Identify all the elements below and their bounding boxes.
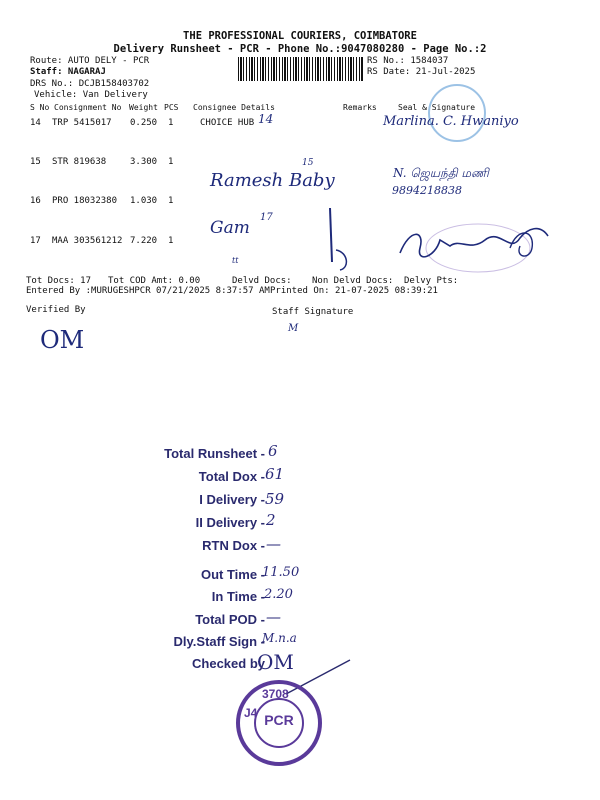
summary-checked-by-label: Checked by xyxy=(192,656,265,671)
tot-cod: Tot COD Amt: 0.00 xyxy=(108,276,201,286)
col-seal-signature: Seal & Signature xyxy=(398,103,476,112)
staff-signature-label: Staff Signature xyxy=(272,307,354,317)
row16-pcs: 1 xyxy=(168,196,174,206)
row15-consignee-name: Ramesh Baby xyxy=(210,170,335,191)
rs-date: RS Date: 21-Jul-2025 xyxy=(367,67,476,77)
summary-checked-by-value: OM xyxy=(257,650,294,674)
non-delvd-docs: Non Delvd Docs: xyxy=(312,276,394,286)
staff-initials: M xyxy=(288,323,299,334)
handwritten-mark xyxy=(310,200,360,275)
row14-pcs: 1 xyxy=(168,118,174,128)
summary-dly-staff-sign-label: Dly.Staff Sign - xyxy=(173,634,265,649)
col-consignment: Consignment No xyxy=(54,103,122,112)
row14-sno: 14 xyxy=(30,118,41,128)
verified-initials: OM xyxy=(40,326,85,354)
vehicle-label: Vehicle: Van Delivery xyxy=(34,90,148,100)
row15-signature: N. ஜெயந்தி மணி xyxy=(393,166,489,180)
row16-cons: PRO 18032380 xyxy=(52,196,118,206)
row17-pcs: 1 xyxy=(168,236,174,246)
verified-by-label: Verified By xyxy=(26,305,86,315)
col-weight: Weight xyxy=(129,103,158,112)
row14-consignee: CHOICE HUB xyxy=(200,118,255,128)
entered-by: Entered By :MURUGESHPCR 07/21/2025 8:37:57 AM xyxy=(26,286,270,296)
row17-weight: 7.220 xyxy=(130,236,158,246)
summary-ii-delivery-value: 2 xyxy=(266,511,276,529)
summary-total-pod-value: — xyxy=(266,608,281,626)
row17-cons: MAA 303561212 xyxy=(52,236,123,246)
printed-on: Printed On: 21-07-2025 08:39:21 xyxy=(270,286,438,296)
company-title: THE PROFESSIONAL COURIERS, COIMBATORE xyxy=(183,30,417,42)
row14-hand-number: 14 xyxy=(258,112,274,126)
delvd-docs: Delvd Docs: xyxy=(232,276,292,286)
row17-signature-scribble xyxy=(390,218,560,283)
delivery-seal-stamp xyxy=(428,84,486,142)
summary-out-time-label: Out Time - xyxy=(200,567,265,582)
summary-rtn-dox-label: RTN Dox - xyxy=(202,538,265,553)
pcr-stamp xyxy=(236,680,322,766)
rs-number: RS No.: 1584037 xyxy=(367,56,449,66)
summary-out-time-value: 11.50 xyxy=(262,565,300,580)
summary-total-dox-label: Total Dox - xyxy=(198,469,265,484)
summary-in-time-value: 2.20 xyxy=(264,587,293,602)
row17-sno: 17 xyxy=(30,236,41,246)
tot-docs: Tot Docs: 17 xyxy=(26,276,92,286)
row15-hand-number: 15 xyxy=(302,158,314,168)
runsheet-subtitle: Delivery Runsheet - PCR - Phone No.:9047080280 - Page No.:2 xyxy=(113,43,487,55)
delvy-pts: Delvy Pts: xyxy=(404,276,459,286)
summary-total-pod-label: Total POD - xyxy=(195,612,265,627)
summary-i-delivery-value: 59 xyxy=(265,490,285,508)
row14-signature: Marlina. C. Hwaniyo xyxy=(383,114,519,129)
col-consignee: Consignee Details xyxy=(193,103,275,112)
row15-phone: 9894218838 xyxy=(392,184,462,197)
staff-label: Staff: NAGARAJ xyxy=(30,67,106,77)
summary-rtn-dox-value: — xyxy=(266,535,281,553)
col-pcs: PCS xyxy=(164,103,179,112)
row15-sno: 15 xyxy=(30,157,41,167)
col-remarks: Remarks xyxy=(343,103,377,112)
row15-pcs: 1 xyxy=(168,157,174,167)
summary-total-runsheet-value: 6 xyxy=(268,442,278,460)
summary-total-dox-value: 61 xyxy=(265,465,285,483)
route-label: Route: AUTO DELY - PCR xyxy=(30,56,150,66)
summary-dly-staff-sign-value: M.n.a xyxy=(262,631,297,645)
row16-consignee-name: Gam xyxy=(210,218,250,238)
row14-weight: 0.250 xyxy=(130,118,158,128)
pcr-stamp-number: 3708 xyxy=(262,687,289,701)
row14-cons: TRP 5415017 xyxy=(52,118,112,128)
barcode xyxy=(238,57,363,81)
row17-hand-mark: tt xyxy=(232,256,239,265)
summary-i-delivery-label: I Delivery - xyxy=(199,492,265,507)
row16-sno: 16 xyxy=(30,196,41,206)
summary-in-time-label: In Time - xyxy=(211,589,265,604)
row16-weight: 1.030 xyxy=(130,196,158,206)
drs-label: DRS No.: DCJB158403702 xyxy=(30,79,150,89)
pcr-stamp-prefix: J4 xyxy=(244,706,258,720)
summary-ii-delivery-label: II Delivery - xyxy=(195,515,265,530)
summary-total-runsheet-label: Total Runsheet - xyxy=(164,446,265,461)
row15-weight: 3.300 xyxy=(130,157,158,167)
col-sno: S No xyxy=(30,103,50,112)
row15-cons: STR 819638 xyxy=(52,157,107,167)
pcr-stamp-text: PCR xyxy=(264,712,294,728)
row16-hand-number: 17 xyxy=(260,212,273,223)
